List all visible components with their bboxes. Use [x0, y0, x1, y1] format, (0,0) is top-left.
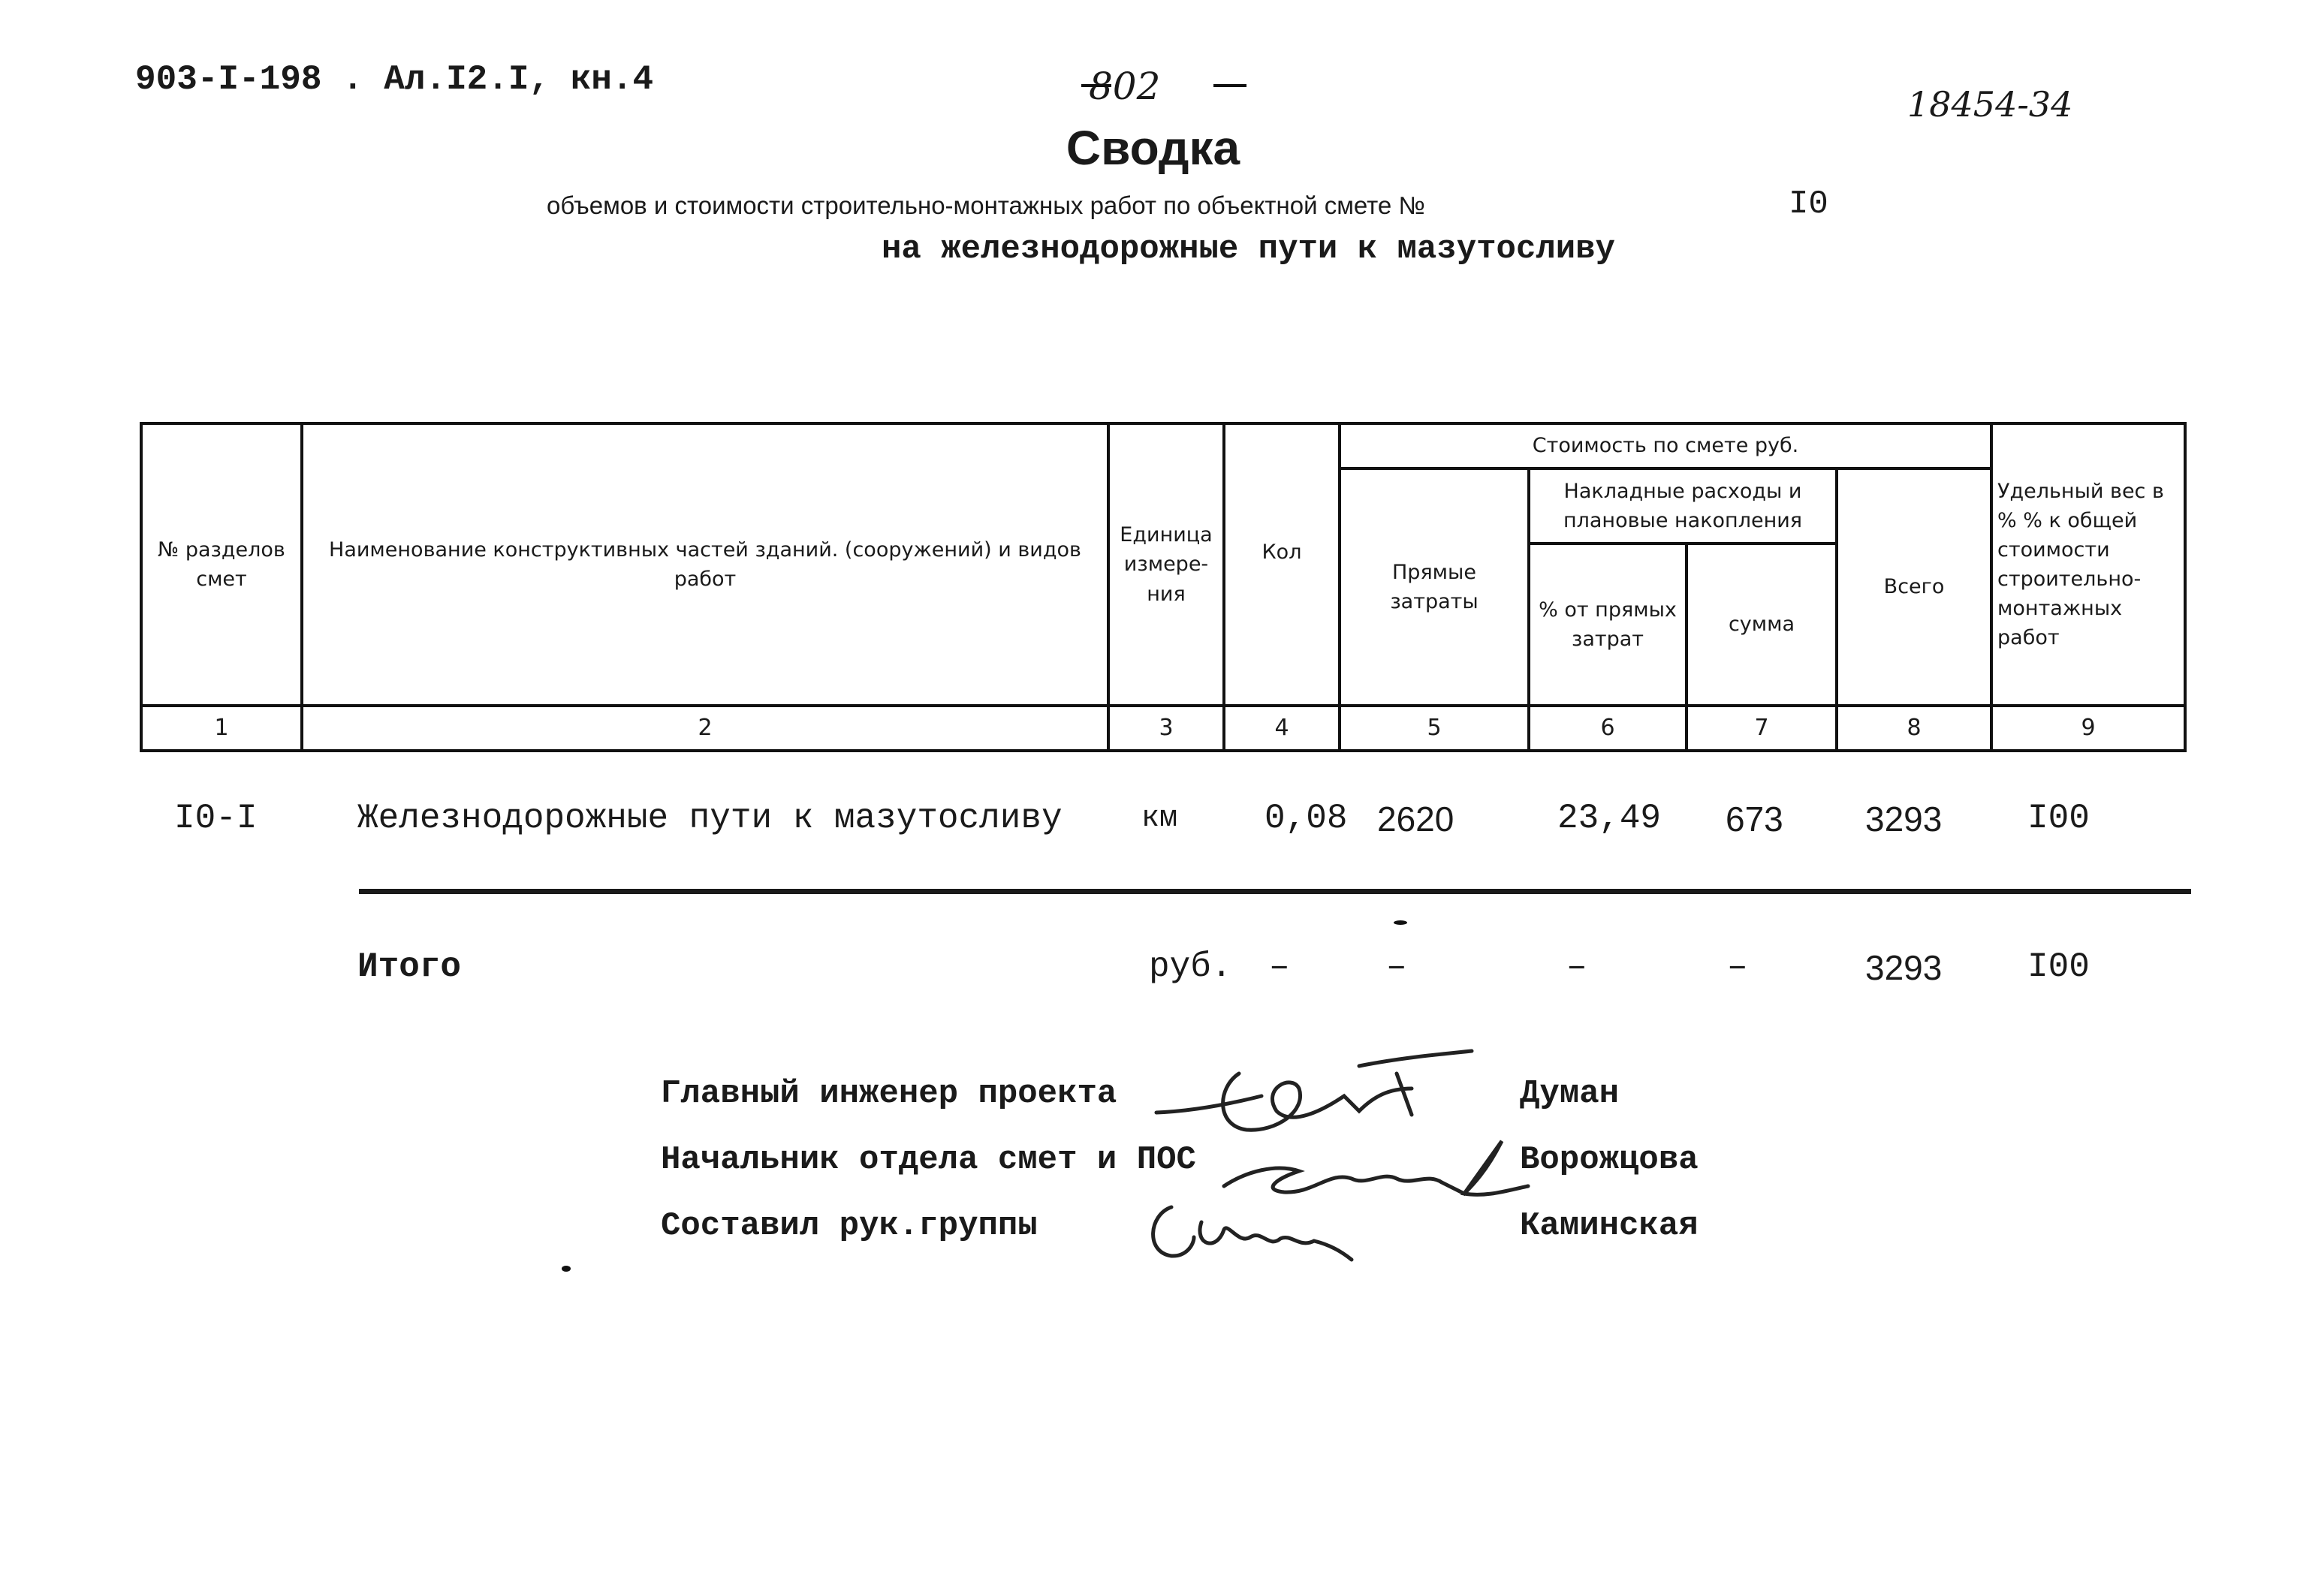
totals-label: Итого	[357, 947, 462, 986]
row-section: I0-I	[174, 799, 258, 838]
row-name: Железнодорожные пути к мазутосливу	[357, 799, 1063, 838]
row-direct: 2620	[1377, 800, 1454, 839]
header-unit: Единица измере-ния	[1108, 423, 1224, 706]
header-direct-costs: Прямые затраты	[1340, 468, 1529, 706]
signature-role: Начальник отдела смет и ПОС	[661, 1141, 1196, 1179]
column-number: 8	[1837, 706, 1991, 751]
signature-role: Составил рук.группы	[661, 1207, 1038, 1245]
totals-total: 3293	[1865, 948, 1943, 987]
header-cost-group: Стоимость по смете руб.	[1340, 423, 1991, 468]
header-overhead-group: Накладные расходы и плановые накопления	[1529, 468, 1837, 544]
page-title: Сводка	[1066, 121, 1240, 175]
estimate-number: I0	[1789, 185, 1828, 223]
header-share: Удельный вес в % % к общей стоимости строительно-монтажных работ	[1991, 423, 2185, 706]
subtitle-line-2: на железнодорожные пути к мазутосливу	[882, 230, 1615, 268]
totals-unit: руб.	[1149, 947, 1232, 986]
header-name: Наименование конструктивных частей зданий. (сооружений) и видов работ	[302, 423, 1108, 706]
header-sum: сумма	[1687, 544, 1837, 706]
row-pct: 23,49	[1557, 799, 1662, 838]
signature-name: Ворожцова	[1520, 1141, 1699, 1179]
handwritten-signature-3	[1141, 1192, 1367, 1275]
signature-name: Думан	[1520, 1075, 1620, 1113]
header-total: Всего	[1837, 468, 1991, 706]
row-divider	[359, 889, 2191, 894]
column-number: 6	[1529, 706, 1687, 751]
ink-dot	[562, 1266, 571, 1272]
totals-direct: –	[1386, 947, 1407, 986]
inventory-number: 18454-34	[1907, 84, 2073, 125]
row-unit: км	[1141, 802, 1178, 836]
header-pct: % от прямых затрат	[1529, 544, 1687, 706]
header-section-no: № разделов смет	[141, 423, 302, 706]
column-number: 1	[141, 706, 302, 751]
signature-role: Главный инженер проекта	[661, 1075, 1117, 1113]
row-qty: 0,08	[1265, 799, 1348, 838]
totals-share: I00	[2027, 947, 2090, 986]
row-total: 3293	[1865, 800, 1943, 839]
column-number: 2	[302, 706, 1108, 751]
row-sum: 673	[1726, 800, 1783, 839]
subtitle-line-1: объемов и стоимости строительно-монтажных работ по объектной смете №	[547, 191, 1425, 219]
header-qty: Кол	[1224, 423, 1340, 706]
ink-dot	[1394, 920, 1407, 925]
column-number: 5	[1340, 706, 1529, 751]
column-number: 7	[1687, 706, 1837, 751]
column-number: 9	[1991, 706, 2185, 751]
row-share: I00	[2027, 799, 2090, 838]
totals-qty: –	[1269, 947, 1290, 986]
totals-pct: –	[1566, 947, 1587, 986]
signature-name: Каминская	[1520, 1207, 1699, 1245]
column-number: 4	[1224, 706, 1340, 751]
column-number: 3	[1108, 706, 1224, 751]
page-number-dashes	[1081, 69, 1246, 99]
document-code: 903-I-198 . Ал.I2.I, кн.4	[135, 60, 654, 99]
summary-table-header	[140, 422, 2187, 752]
page-number: 802	[1089, 65, 1161, 108]
totals-sum: –	[1727, 947, 1748, 986]
